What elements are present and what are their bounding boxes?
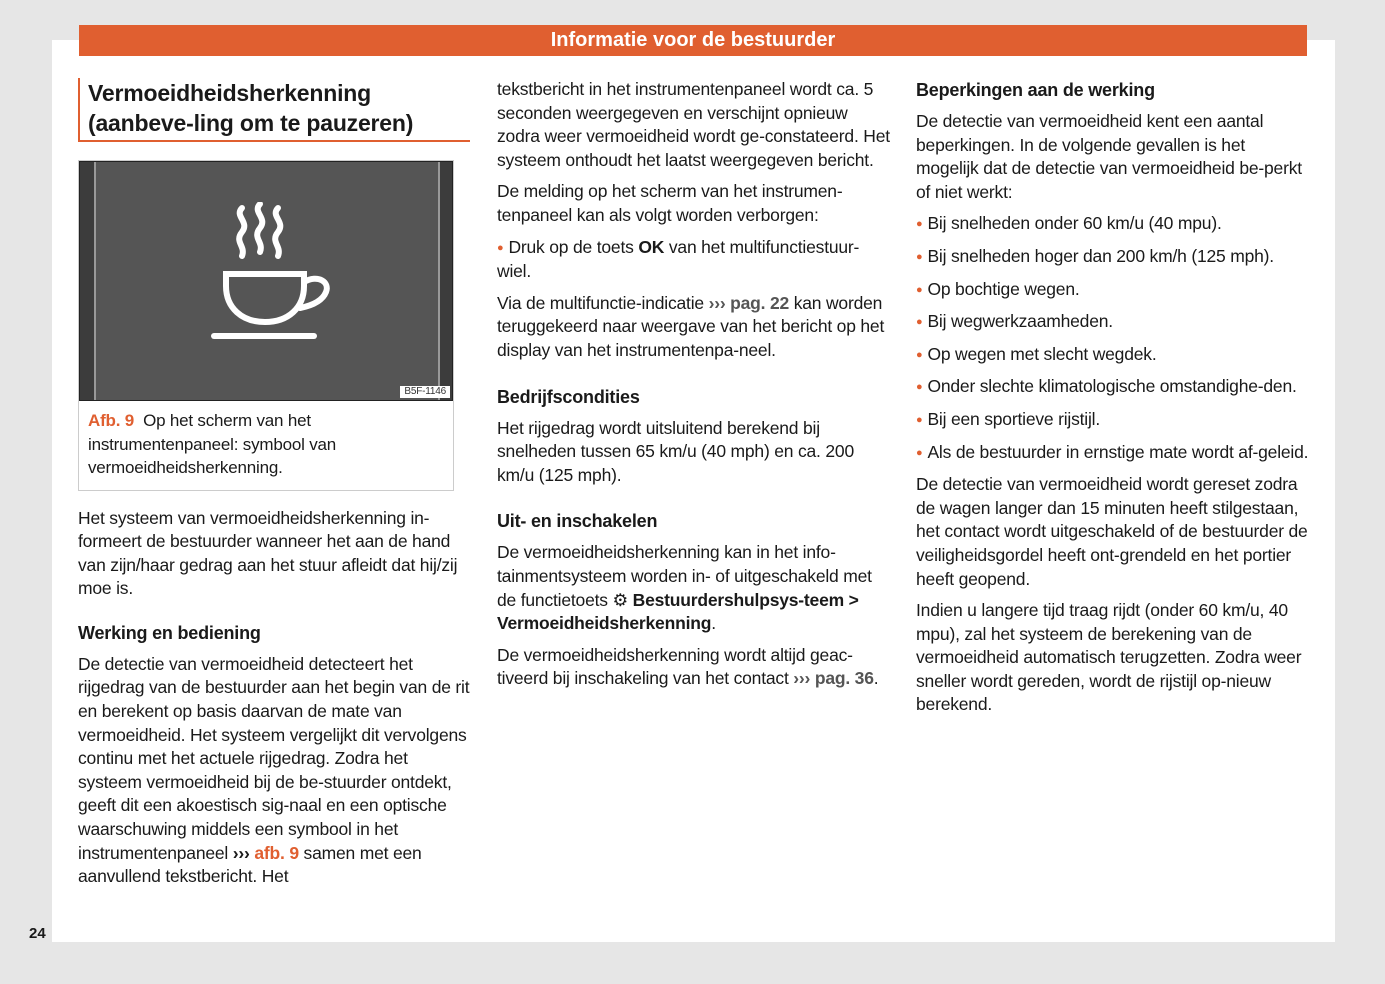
text: De detectie van vermoeidheid detecteert het rijgedrag van de bestuurder aan het begin van de rit en berekent op basis daarvan de mate van vermoeidheid. Het systeem vergelijkt dit vervolgens continu met het actuele rijgedrag. Zodra het systeem vermoeidheid bij de be-stuurder ontdekt, geeft dit een akoestisch sig-naal en een optische waarschuwing middels een symbool in het instrumentenpaneel (78, 653, 470, 863)
paragraph (78, 653, 473, 889)
page-link[interactable]: ››› pag. 22 (708, 292, 790, 313)
heading-werking: Werking en bediening (78, 622, 261, 643)
section-title: Vermoeidheidsherkenning (aanbeve-ling om te pauzeren) (78, 78, 470, 142)
figure-caption (79, 401, 453, 490)
bullet-item: ● Onder slechte klimatologische omstandighe-den. (916, 375, 1311, 400)
paragraph: De detectie van vermoeidheid kent een aantal beperkingen. In de volgende gevallen is het mogelijk dat de detectie van vermoeidheid be-perkt of niet werkt: (916, 111, 1302, 202)
arrow-icon: ››› (232, 842, 250, 863)
column-2 (497, 78, 892, 699)
bullet-item: ● Bij snelheden hoger dan 200 km/h (125 mph). (916, 245, 1311, 270)
text: De vermoeidheidsherkenning wordt altijd geac-tiveerd bij inschakeling van het contact (497, 644, 853, 689)
ok-key-icon: OK (638, 236, 665, 257)
paragraph (497, 292, 892, 363)
text: kan worden teruggekeerd naar weergave van het bericht op het display van het instrumentenpa-neel. (497, 292, 885, 360)
section-header: Informatie voor de bestuurder (79, 25, 1307, 56)
page-link[interactable]: ››› pag. 36 (793, 668, 874, 689)
column-1 (78, 78, 473, 897)
figure-link[interactable]: afb. 9 (254, 842, 299, 863)
caption-text: Op het scherm van het instrumentenpaneel: symbool van vermoeidheidsherkenning. (88, 411, 337, 477)
paragraph: tekstbericht in het instrumentenpaneel wordt ca. 5 seconden weergegeven en verschijnt opnieuw zodra weer vermoeidheid wordt ge-constateerd. Het systeem onthoudt het laatst weergegeven bericht. (497, 79, 890, 170)
bullet-item (497, 236, 892, 284)
coffee-cup-icon (206, 202, 336, 352)
page-number: 24 (29, 925, 46, 942)
column-3 (916, 78, 1311, 725)
paragraph (497, 541, 892, 635)
bullet-item: ● Bij wegwerkzaamheden. (916, 310, 1311, 335)
figure-code: B5F-1146 (400, 386, 450, 398)
bullet-item: ● Op wegen met slecht wegdek. (916, 343, 1311, 368)
bullet-item: ● Als de bestuurder in ernstige mate wordt af-geleid. (916, 441, 1311, 466)
text: . (711, 613, 716, 634)
bullet-item: ● Bij een sportieve rijstijl. (916, 408, 1311, 433)
bullet-item: ● Bij snelheden onder 60 km/u (40 mpu). (916, 212, 1311, 237)
paragraph: Het rijgedrag wordt uitsluitend berekend bij snelheden tussen 65 km/u (40 mph) en ca. 200 km/u (125 mph). (497, 417, 854, 485)
heading-beperkingen: Beperkingen aan de werking (916, 80, 1155, 100)
paragraph: De detectie van vermoeidheid wordt gereset zodra de wagen langer dan 15 minuten heeft stilgestaan, het contact wordt uitgeschakeld of de bestuurder de veiligheidsgordel heeft ont-grendeld en het portier heeft geopend. (916, 474, 1308, 589)
paragraph: Het systeem van vermoeidheidsherkenning in-formeert de bestuurder wanneer het aan de hand van zijn/haar gedrag aan het stuur afleidt dat hij/zij moe is. (78, 507, 458, 599)
text: . (873, 668, 879, 689)
heading-uit-inschakelen: Uit- en inschakelen (497, 511, 658, 532)
car-settings-icon: ⚙ (612, 589, 628, 610)
text: samen met een aanvullend tekstbericht. Het (78, 842, 422, 887)
text: Via de multifunctie-indicatie (497, 292, 704, 313)
bullet-item: ● Op bochtige wegen. (916, 278, 1311, 303)
paragraph (497, 644, 892, 691)
text: Druk op de toets (508, 236, 634, 257)
paragraph: De melding op het scherm van het instrumen-tenpaneel kan als volgt worden verborgen: (497, 181, 843, 225)
text: van het multifunctiestuur-wiel. (497, 236, 860, 282)
figure-label: Afb. 9 (88, 411, 135, 430)
paragraph: Indien u langere tijd traag rijdt (onder 60 km/u, 40 mpu), zal het systeem de berekening van de vermoeidheid automatisch terugzetten. Zodra weer sneller wordt gereden, wordt de rijstijl op-nieuw berekend. (916, 600, 1302, 715)
text: De vermoeidheidsherkenning kan in het info-tainmentsysteem worden in- of uitgeschakeld met de functietoets (497, 542, 872, 610)
heading-bedrijfscondities: Bedrijfscondities (497, 386, 640, 407)
figure-image (79, 161, 453, 401)
figure (78, 160, 454, 491)
menu-path: Bestuurdershulpsys-teem > Vermoeidheidsherkenning (497, 589, 859, 634)
